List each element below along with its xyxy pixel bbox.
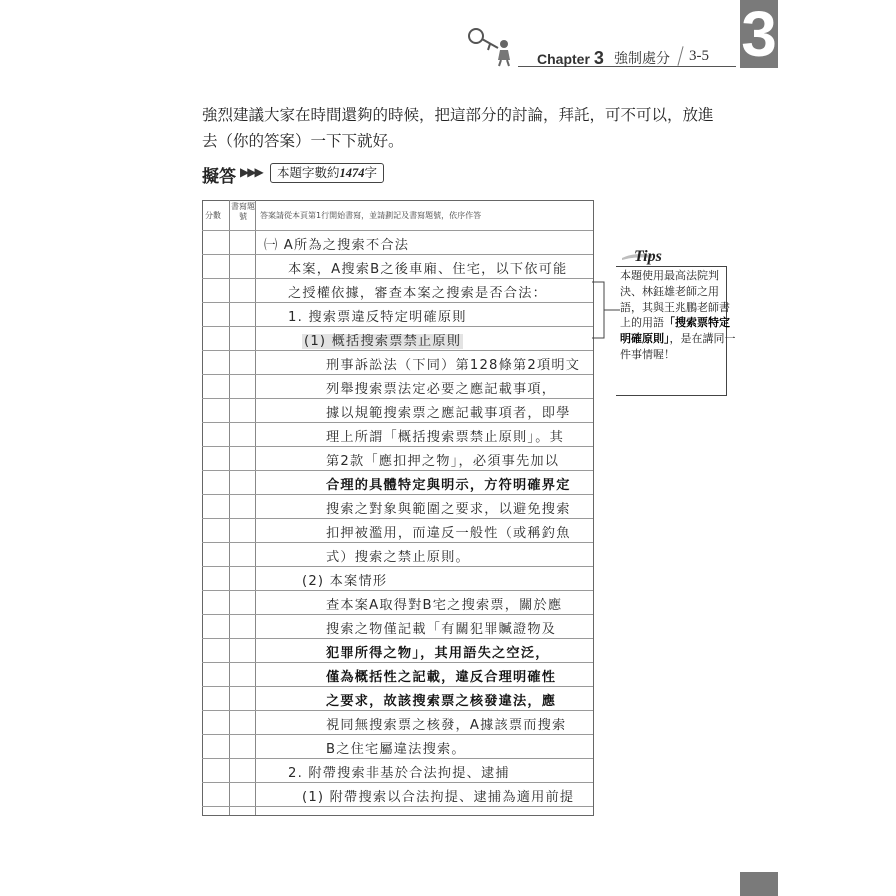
sheet-rule-line: [202, 278, 593, 279]
chapter-tab-bottom: [740, 872, 778, 896]
answer-line: B之住宅屬違法搜索。: [326, 742, 466, 757]
sheet-rule-line: [202, 350, 593, 351]
tips-title: Tips: [634, 248, 662, 265]
answer-line: (2) 本案情形: [302, 574, 388, 589]
arrow-icon: ▶▶▶: [240, 165, 262, 179]
sheet-rule-line: [202, 422, 593, 423]
sheet-rule-line: [202, 254, 593, 255]
answer-line: 搜索之物僅記載「有關犯罪贓證物及: [326, 622, 557, 637]
answer-line: 之授權依據，審查本案之搜索是否合法：: [288, 286, 547, 301]
answer-line: ㈠ A所為之搜索不合法: [264, 238, 410, 253]
sheet-rule-line: [202, 398, 593, 399]
page-number: 3-5: [689, 48, 709, 64]
answer-line: 刑事訴訟法（下同）第128條第2項明文: [326, 358, 581, 373]
highlighted-heading: (1) 概括搜索票禁止原則: [304, 334, 462, 349]
header-write-number: 書寫題號: [231, 202, 255, 221]
sheet-rule-line: [202, 710, 593, 711]
answer-line: 理上所謂「概括搜索票禁止原則」。其: [326, 430, 564, 445]
sheet-rule-line: [202, 566, 593, 567]
answer-line: 合理的具體特定與明示，方符明確界定: [326, 478, 571, 493]
sheet-rule-line: [202, 734, 593, 735]
sheet-rule-line: [202, 686, 593, 687]
sheet-rule-line: [202, 326, 593, 327]
mock-answer-label: 擬答: [202, 167, 236, 187]
sheet-rule-line: [202, 470, 593, 471]
sheet-rule-line: [202, 806, 593, 807]
sheet-rule-line: [202, 446, 593, 447]
sheet-rule-line: [202, 614, 593, 615]
answer-line: 2. 附帶搜索非基於合法拘提、逮捕: [288, 766, 510, 781]
answer-line: 據以規範搜索票之應記載事項者，即學: [326, 406, 571, 421]
chapter-title: 強制處分: [614, 51, 670, 67]
answer-line: 犯罪所得之物」，其用語失之空泛，: [326, 646, 550, 661]
tips-body: 本題使用最高法院判決、林鈺雄老師之用語，其與王兆鵬老師書上的用語「搜索票特定明確原則」，是在講同一件事情喔！: [620, 269, 736, 361]
sheet-column-divider: [229, 200, 230, 815]
answer-line: 之要求，故該搜索票之核發違法，應: [326, 694, 557, 709]
answer-line: 查本案A取得對B宅之搜索票，關於應: [326, 598, 563, 613]
sheet-rule-line: [202, 230, 593, 231]
sheet-rule-line: [202, 302, 593, 303]
header-score: 分數: [205, 211, 221, 220]
sheet-rule-line: [202, 638, 593, 639]
sheet-rule-line: [202, 662, 593, 663]
answer-line: [302, 330, 463, 349]
header-instructions: 答案請從本頁第1行開始書寫，並請劃記及書寫題號，依序作答: [260, 211, 482, 220]
answer-line: 列舉搜索票法定必要之應記載事項，: [326, 382, 557, 397]
chapter-label: Chapter 3: [537, 48, 604, 68]
answer-line: 搜索之對象與範圍之要求，以避免搜索: [326, 502, 571, 517]
sheet-rule-line: [202, 782, 593, 783]
sheet-rule-line: [202, 494, 593, 495]
word-count-badge: 本題字數約1474字: [270, 163, 384, 183]
header-separator: [677, 46, 683, 66]
answer-line: (1) 附帶搜索以合法拘提、逮捕為適用前提: [302, 790, 575, 805]
answer-line: 本案，A搜索B之後車廂、住宅，以下依可能: [288, 262, 568, 277]
intro-paragraph: 強烈建議大家在時間還夠的時候，把這部分的討論，拜託，可不可以，放進去（你的答案）一下下就好。: [202, 106, 714, 150]
sheet-column-divider: [255, 200, 256, 815]
answer-line: 式）搜索之禁止原則。: [326, 550, 470, 565]
sheet-rule-line: [202, 374, 593, 375]
sheet-rule-line: [202, 518, 593, 519]
sheet-rule-line: [202, 758, 593, 759]
chapter-tab: 3: [741, 0, 777, 70]
key-figure-icon: [466, 24, 518, 68]
sheet-rule-line: [202, 542, 593, 543]
answer-line: 視同無搜索票之核發，A據該票而搜索: [326, 718, 567, 733]
answer-line: 第2款「應扣押之物」，必須事先加以: [326, 454, 560, 469]
answer-line: 扣押被濫用，而違反一般性（或稱釣魚: [326, 526, 571, 541]
sheet-rule-line: [202, 590, 593, 591]
answer-line: 1. 搜索票違反特定明確原則: [288, 310, 467, 325]
answer-line: 僅為概括性之記載，違反合理明確性: [326, 670, 557, 685]
